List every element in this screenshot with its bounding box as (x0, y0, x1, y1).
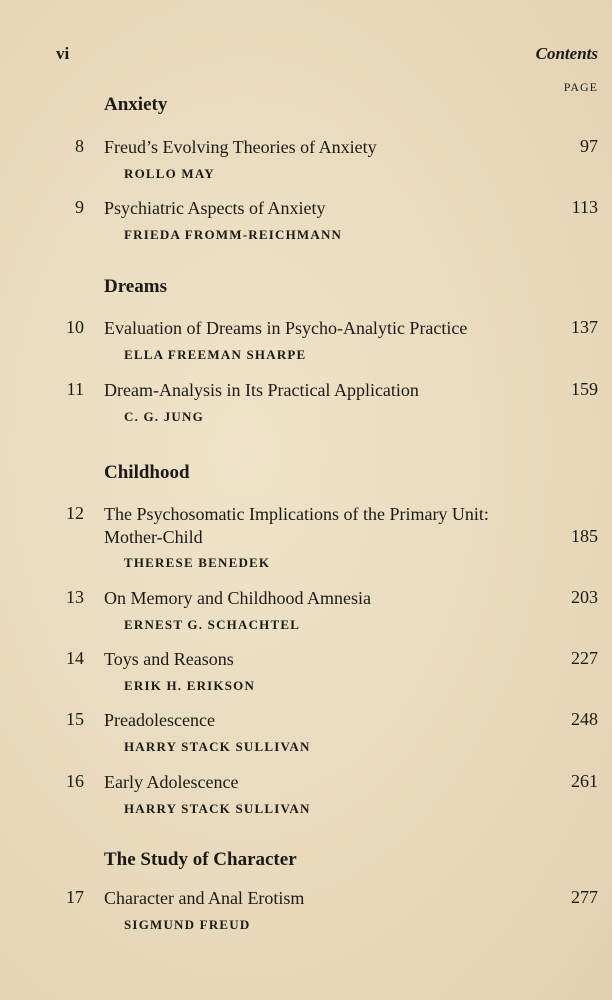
page-folio: vi (56, 44, 70, 63)
chapter-title: Psychiatric Aspects of Anxiety (104, 198, 326, 218)
chapter-page: 248 (571, 709, 598, 729)
chapter-title: Toys and Reasons (104, 649, 234, 669)
chapter-number: 8 (75, 136, 84, 156)
chapter-page: 97 (580, 136, 598, 156)
chapter-number: 12 (66, 503, 84, 523)
chapter-author: ERIK H. ERIKSON (124, 678, 256, 693)
chapter-author: FRIEDA FROMM-REICHMANN (124, 227, 343, 242)
chapter-number: 16 (66, 771, 84, 791)
chapter-author: C. G. JUNG (124, 409, 204, 424)
chapter-page: 137 (571, 317, 598, 337)
chapter-title: The Psychosomatic Implications of the Primary Unit: Mother-Child (104, 504, 489, 547)
chapter-author: SIGMUND FREUD (124, 917, 251, 932)
chapter-page: 185 (571, 526, 598, 546)
chapter-number: 17 (66, 887, 84, 907)
chapter-page: 203 (571, 587, 598, 607)
section-heading-childhood: Childhood (104, 462, 190, 483)
chapter-author: ERNEST G. SCHACHTEL (124, 617, 301, 632)
section-heading-anxiety: Anxiety (104, 94, 168, 115)
chapter-title: Dream-Analysis in Its Practical Application (104, 380, 419, 400)
chapter-number: 15 (66, 709, 84, 729)
chapter-author: THERESE BENEDEK (124, 555, 271, 570)
chapter-title: Freud’s Evolving Theories of Anxiety (104, 137, 377, 157)
chapter-page: 261 (571, 771, 598, 791)
chapter-author: ROLLO MAY (124, 166, 215, 181)
chapter-number: 9 (75, 197, 84, 217)
section-heading-dreams: Dreams (104, 276, 167, 297)
chapter-title: Character and Anal Erotism (104, 888, 305, 908)
chapter-page: 113 (571, 197, 598, 217)
chapter-number: 13 (66, 587, 84, 607)
chapter-title: Preadolescence (104, 710, 215, 730)
page-column-label: PAGE (563, 80, 598, 94)
chapter-title: Early Adolescence (104, 772, 239, 792)
chapter-number: 14 (66, 648, 84, 668)
chapter-author: ELLA FREEMAN SHARPE (124, 347, 307, 362)
chapter-number: 11 (66, 379, 84, 399)
running-head: Contents (535, 44, 598, 63)
section-heading-study-of-character: The Study of Character (104, 849, 297, 870)
chapter-title: On Memory and Childhood Amnesia (104, 588, 371, 608)
chapter-author: HARRY STACK SULLIVAN (124, 801, 311, 816)
chapter-page: 227 (571, 648, 598, 668)
chapter-title: Evaluation of Dreams in Psycho-Analytic Practice (104, 318, 468, 338)
chapter-page: 159 (571, 379, 598, 399)
chapter-page: 277 (571, 887, 598, 907)
chapter-author: HARRY STACK SULLIVAN (124, 739, 311, 754)
chapter-number: 10 (66, 317, 84, 337)
